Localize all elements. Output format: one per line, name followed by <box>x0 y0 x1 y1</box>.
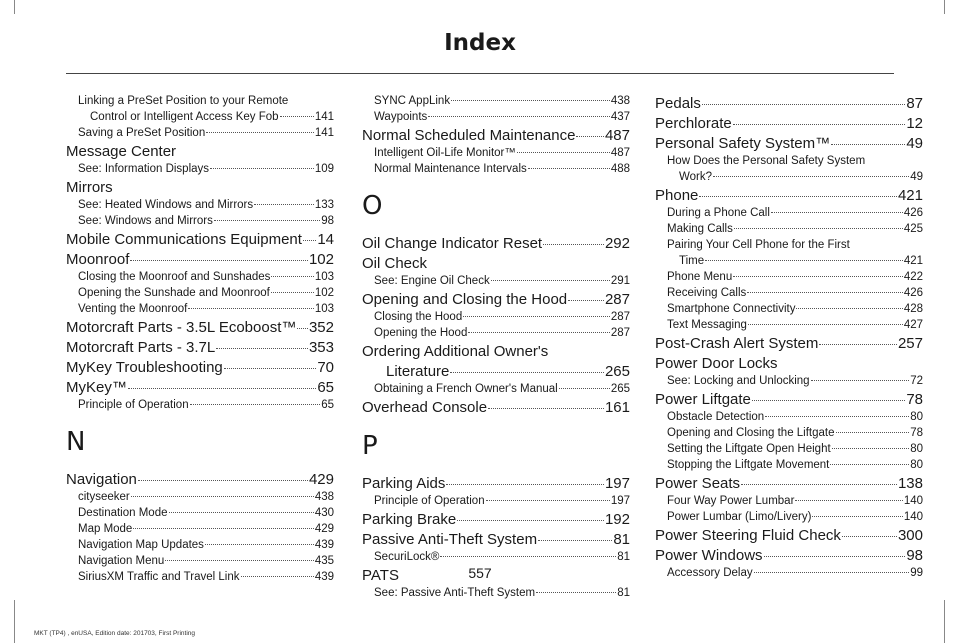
entry-page-number: 425 <box>903 223 923 235</box>
dot-leader <box>536 592 616 593</box>
dot-leader <box>741 484 897 485</box>
index-subentry[interactable] <box>655 301 923 317</box>
entry-page-number: 103 <box>314 303 334 315</box>
entry-label: Obtaining a French Owner's Manual <box>374 383 558 395</box>
dot-leader <box>214 220 320 221</box>
entry-page-number: 102 <box>308 251 334 268</box>
entry-page-number: 12 <box>906 115 923 132</box>
index-heading: PATS <box>362 567 399 584</box>
index-entry[interactable] <box>66 471 334 489</box>
index-entry[interactable] <box>655 547 923 565</box>
index-subentry[interactable] <box>362 273 630 289</box>
entry-page-number: 98 <box>321 215 334 227</box>
entry-page-number: 72 <box>910 375 923 387</box>
entry-label: Power Steering Fluid Check <box>655 527 841 544</box>
index-subentry[interactable] <box>655 253 923 269</box>
entry-label: Passive Anti-Theft System <box>362 531 538 548</box>
entry-page-number: 78 <box>906 391 923 408</box>
entry-label: Work? <box>679 171 713 183</box>
entry-label: Normal Scheduled Maintenance <box>362 127 576 144</box>
index-entry[interactable] <box>655 335 923 353</box>
dot-leader <box>254 204 314 205</box>
dot-leader <box>128 388 316 389</box>
index-subentry[interactable] <box>66 537 334 553</box>
dot-leader <box>188 308 313 309</box>
index-subentry[interactable] <box>66 161 334 177</box>
entry-page-number: 430 <box>314 507 334 519</box>
entry-page-number: 426 <box>903 207 923 219</box>
entry-label: Overhead Console <box>362 399 488 416</box>
entry-label: Phone <box>655 187 699 204</box>
dot-leader <box>752 400 905 401</box>
dot-leader <box>842 536 897 537</box>
entry-page-number: 488 <box>610 163 630 175</box>
dot-leader <box>468 332 609 333</box>
entry-label: Moonroof <box>66 251 130 268</box>
entry-page-number: 80 <box>910 443 923 455</box>
entry-label: Setting the Liftgate Open Height <box>667 443 831 455</box>
entry-page-number: 428 <box>903 303 923 315</box>
dot-leader <box>811 380 910 381</box>
index-subentry[interactable] <box>66 505 334 521</box>
dot-leader <box>831 144 905 145</box>
entry-label: Venting the Moonroof <box>78 303 188 315</box>
dot-leader <box>138 480 308 481</box>
index-entry[interactable] <box>655 187 923 205</box>
dot-leader <box>303 240 316 241</box>
entry-label: Power Lumbar (Limo/Livery) <box>667 511 812 523</box>
index-subentry[interactable] <box>655 373 923 389</box>
index-subentry[interactable] <box>655 169 923 185</box>
dot-leader <box>538 540 612 541</box>
index-entry[interactable] <box>362 363 630 381</box>
dot-leader <box>748 324 903 325</box>
entry-page-number: 78 <box>910 427 923 439</box>
dot-leader <box>705 260 903 261</box>
dot-leader <box>528 168 610 169</box>
entry-label: Stopping the Liftgate Movement <box>667 459 830 471</box>
entry-label: Power Windows <box>655 547 763 564</box>
entry-label: Accessory Delay <box>667 567 753 579</box>
entry-label: See: Engine Oil Check <box>374 275 490 287</box>
entry-label: MyKey™ <box>66 379 127 396</box>
entry-label: Navigation Map Updates <box>78 539 204 551</box>
dot-leader <box>130 260 308 261</box>
entry-label: cityseeker <box>78 491 130 503</box>
entry-label: Principle of Operation <box>374 495 485 507</box>
entry-page-number: 426 <box>903 287 923 299</box>
index-subentry[interactable] <box>362 309 630 325</box>
entry-label: SYNC AppLink <box>374 95 451 107</box>
dot-leader <box>440 556 616 557</box>
index-column-3 <box>655 93 923 581</box>
entry-page-number: 421 <box>903 255 923 267</box>
entry-label: See: Windows and Mirrors <box>78 215 213 227</box>
entry-page-number: 140 <box>903 495 923 507</box>
index-entry[interactable] <box>362 127 630 145</box>
entry-label: Perchlorate <box>655 115 732 132</box>
dot-leader <box>517 152 610 153</box>
entry-page-number: 65 <box>317 379 334 396</box>
entry-page-number: 265 <box>610 383 630 395</box>
entry-label: Oil Change Indicator Reset <box>362 235 543 252</box>
entry-page-number: 81 <box>613 531 630 548</box>
dot-leader <box>734 228 903 229</box>
dot-leader <box>836 432 910 433</box>
index-subentry[interactable] <box>362 493 630 509</box>
dot-leader <box>457 520 604 521</box>
entry-page-number: 291 <box>610 275 630 287</box>
entry-label: Opening and Closing the Liftgate <box>667 427 835 439</box>
index-subentry[interactable] <box>66 197 334 213</box>
entry-page-number: 103 <box>314 271 334 283</box>
entry-page-number: 70 <box>317 359 334 376</box>
entry-label: Four Way Power Lumbar <box>667 495 795 507</box>
dot-leader <box>543 244 604 245</box>
dot-leader <box>165 560 314 561</box>
dot-leader <box>486 500 610 501</box>
dot-leader <box>795 500 902 501</box>
index-subentry[interactable] <box>362 381 630 397</box>
entry-page-number: 438 <box>314 491 334 503</box>
entry-label: Intelligent Oil-Life Monitor™ <box>374 147 516 159</box>
index-subentry[interactable] <box>362 93 630 109</box>
entry-label: Opening the Hood <box>374 327 468 339</box>
index-subentry[interactable] <box>655 269 923 285</box>
entry-label: Time <box>679 255 705 267</box>
index-subentry[interactable] <box>362 145 630 161</box>
entry-page-number: 80 <box>910 411 923 423</box>
entry-label: Mobile Communications Equipment <box>66 231 302 248</box>
index-subentry[interactable] <box>362 109 630 125</box>
section-letter: O <box>362 191 383 221</box>
index-subentry[interactable] <box>655 221 923 237</box>
dot-leader <box>812 516 902 517</box>
entry-page-number: 292 <box>604 235 630 252</box>
entry-label: Motorcraft Parts - 3.7L <box>66 339 216 356</box>
index-entry[interactable] <box>362 531 630 549</box>
index-heading: Ordering Additional Owner's <box>362 343 549 360</box>
dot-leader <box>491 280 610 281</box>
entry-page-number: 98 <box>906 547 923 564</box>
entry-page-number: 287 <box>610 327 630 339</box>
index-column-1 <box>66 93 334 585</box>
entry-page-number: 109 <box>314 163 334 175</box>
index-subentry[interactable] <box>655 441 923 457</box>
index-entry[interactable] <box>66 251 334 269</box>
dot-leader <box>451 100 610 101</box>
entry-page-number: 439 <box>314 571 334 583</box>
index-subentry[interactable] <box>66 397 334 413</box>
index-heading: Mirrors <box>66 179 113 196</box>
index-heading: Power Door Locks <box>655 355 778 372</box>
entry-label: See: Information Displays <box>78 163 210 175</box>
index-entry[interactable] <box>66 339 334 357</box>
entry-page-number: 192 <box>604 511 630 528</box>
dot-leader <box>210 168 314 169</box>
index-subentry[interactable] <box>66 489 334 505</box>
entry-page-number: 487 <box>604 127 630 144</box>
entry-label: Waypoints <box>374 111 428 123</box>
entry-page-number: 80 <box>910 459 923 471</box>
entry-page-number: 138 <box>897 475 923 492</box>
index-subentry[interactable] <box>362 585 630 601</box>
entry-label: During a Phone Call <box>667 207 770 219</box>
entry-page-number: 257 <box>897 335 923 352</box>
dot-leader <box>699 196 897 197</box>
dot-leader <box>190 404 321 405</box>
entry-label: MyKey Troubleshooting <box>66 359 223 376</box>
index-subentry-line: Linking a PreSet Position to your Remote <box>78 95 289 107</box>
index-subentry[interactable] <box>655 509 923 525</box>
entry-page-number: 102 <box>314 287 334 299</box>
dot-leader <box>832 448 910 449</box>
dot-leader <box>568 300 604 301</box>
entry-label: SecuriLock® <box>374 551 440 563</box>
index-entry[interactable] <box>655 391 923 409</box>
entry-page-number: 65 <box>321 399 334 411</box>
entry-label: Obstacle Detection <box>667 411 765 423</box>
dot-leader <box>733 124 906 125</box>
entry-page-number: 429 <box>314 523 334 535</box>
dot-leader <box>224 368 317 369</box>
dot-leader <box>713 176 909 177</box>
index-entry[interactable] <box>655 527 923 545</box>
entry-page-number: 197 <box>604 475 630 492</box>
entry-page-number: 353 <box>308 339 334 356</box>
index-heading: Message Center <box>66 143 177 160</box>
index-subentry[interactable] <box>362 161 630 177</box>
dot-leader <box>216 348 308 349</box>
index-subentry[interactable] <box>66 109 334 125</box>
dot-leader <box>733 276 903 277</box>
entry-page-number: 287 <box>604 291 630 308</box>
index-column-2 <box>362 93 630 601</box>
crop-mark-top-right <box>944 0 945 14</box>
index-entry[interactable] <box>362 511 630 529</box>
dot-leader <box>169 512 314 513</box>
dot-leader <box>280 116 314 117</box>
entry-label: Power Liftgate <box>655 391 751 408</box>
dot-leader <box>133 528 313 529</box>
entry-label: Power Seats <box>655 475 741 492</box>
index-subentry[interactable] <box>66 301 334 317</box>
crop-mark-top-left <box>14 0 15 14</box>
entry-page-number: 429 <box>308 471 334 488</box>
entry-page-number: 352 <box>308 319 334 336</box>
page-number: 557 <box>468 565 492 581</box>
entry-page-number: 49 <box>906 135 923 152</box>
entry-page-number: 422 <box>903 271 923 283</box>
index-subentry[interactable] <box>655 285 923 301</box>
dot-leader <box>428 116 610 117</box>
index-subentry[interactable] <box>66 285 334 301</box>
index-entry[interactable] <box>655 115 923 133</box>
entry-label: See: Heated Windows and Mirrors <box>78 199 254 211</box>
entry-label: Post-Crash Alert System <box>655 335 819 352</box>
index-subentry[interactable] <box>66 521 334 537</box>
edition-footer: MKT (TP4) , enUSA, Edition date: 201703, First Printing <box>34 630 196 637</box>
dot-leader <box>206 132 314 133</box>
entry-label: Parking Brake <box>362 511 457 528</box>
entry-page-number: 265 <box>604 363 630 380</box>
entry-label: Receiving Calls <box>667 287 747 299</box>
index-subentry[interactable] <box>362 325 630 341</box>
index-heading: Oil Check <box>362 255 428 272</box>
index-subentry[interactable] <box>655 425 923 441</box>
index-entry[interactable] <box>362 399 630 417</box>
dot-leader <box>446 484 604 485</box>
entry-label: Text Messaging <box>667 319 747 331</box>
entry-page-number: 435 <box>314 555 334 567</box>
entry-page-number: 49 <box>910 171 923 183</box>
entry-page-number: 161 <box>604 399 630 416</box>
entry-label: See: Locking and Unlocking <box>667 375 810 387</box>
index-entry[interactable] <box>362 235 630 253</box>
entry-page-number: 133 <box>314 199 334 211</box>
dot-leader <box>463 316 610 317</box>
dot-leader <box>747 292 903 293</box>
index-entry[interactable] <box>66 319 334 337</box>
entry-page-number: 421 <box>897 187 923 204</box>
entry-page-number: 140 <box>903 511 923 523</box>
dot-leader <box>131 496 314 497</box>
entry-label: SiriusXM Traffic and Travel Link <box>78 571 240 583</box>
entry-label: Saving a PreSet Position <box>78 127 206 139</box>
entry-label: Closing the Hood <box>374 311 463 323</box>
page-title: Index <box>444 30 516 56</box>
entry-label: Closing the Moonroof and Sunshades <box>78 271 271 283</box>
index-entry[interactable] <box>655 475 923 493</box>
entry-label: Phone Menu <box>667 271 733 283</box>
crop-mark-bottom-right <box>944 600 945 643</box>
entry-page-number: 427 <box>903 319 923 331</box>
entry-page-number: 197 <box>610 495 630 507</box>
entry-label: Smartphone Connectivity <box>667 303 796 315</box>
dot-leader <box>830 464 909 465</box>
entry-label: Normal Maintenance Intervals <box>374 163 527 175</box>
entry-label: Literature <box>386 363 450 380</box>
dot-leader <box>271 292 314 293</box>
section-letter: P <box>362 431 378 461</box>
index-subentry[interactable] <box>66 213 334 229</box>
entry-page-number: 81 <box>617 551 630 563</box>
crop-mark-bottom-left <box>14 600 15 643</box>
dot-leader <box>819 344 897 345</box>
dot-leader <box>205 544 314 545</box>
dot-leader <box>297 328 308 329</box>
entry-page-number: 438 <box>610 95 630 107</box>
entry-label: Making Calls <box>667 223 733 235</box>
index-subentry-line: Pairing Your Cell Phone for the First <box>667 239 850 251</box>
entry-page-number: 14 <box>317 231 334 248</box>
index-subentry[interactable] <box>655 409 923 425</box>
index-subentry[interactable] <box>655 493 923 509</box>
index-entry[interactable] <box>66 379 334 397</box>
entry-label: Map Mode <box>78 523 133 535</box>
dot-leader <box>771 212 903 213</box>
entry-label: Navigation Menu <box>78 555 165 567</box>
entry-page-number: 81 <box>617 587 630 599</box>
entry-page-number: 300 <box>897 527 923 544</box>
entry-page-number: 99 <box>910 567 923 579</box>
index-entry[interactable] <box>66 231 334 249</box>
entry-page-number: 439 <box>314 539 334 551</box>
entry-label: See: Passive Anti-Theft System <box>374 587 536 599</box>
entry-label: Principle of Operation <box>78 399 189 411</box>
index-entry[interactable] <box>362 291 630 309</box>
dot-leader <box>702 104 905 105</box>
entry-page-number: 141 <box>314 111 334 123</box>
index-entry[interactable] <box>362 475 630 493</box>
dot-leader <box>450 372 604 373</box>
dot-leader <box>576 136 604 137</box>
index-subentry[interactable] <box>66 269 334 285</box>
dot-leader <box>488 408 604 409</box>
index-entry[interactable] <box>655 95 923 113</box>
index-subentry-line: How Does the Personal Safety System <box>667 155 866 167</box>
index-subentry[interactable] <box>66 125 334 141</box>
section-letter: N <box>66 427 86 457</box>
entry-page-number: 287 <box>610 311 630 323</box>
entry-label: Opening the Sunshade and Moonroof <box>78 287 270 299</box>
index-entry[interactable] <box>66 359 334 377</box>
entry-label: Motorcraft Parts - 3.5L Ecoboost™ <box>66 319 297 336</box>
index-subentry[interactable] <box>362 549 630 565</box>
entry-label: Parking Aids <box>362 475 446 492</box>
entry-label: Personal Safety System™ <box>655 135 831 152</box>
entry-label: Destination Mode <box>78 507 168 519</box>
entry-label: Navigation <box>66 471 137 488</box>
dot-leader <box>559 388 610 389</box>
dot-leader <box>765 416 909 417</box>
title-divider <box>66 73 894 74</box>
index-subentry[interactable] <box>655 317 923 333</box>
index-subentry[interactable] <box>655 205 923 221</box>
entry-label: Opening and Closing the Hood <box>362 291 568 308</box>
entry-page-number: 487 <box>610 147 630 159</box>
entry-page-number: 141 <box>314 127 334 139</box>
entry-page-number: 437 <box>610 111 630 123</box>
entry-label: Pedals <box>655 95 701 112</box>
index-subentry[interactable] <box>655 457 923 473</box>
entry-page-number: 87 <box>906 95 923 112</box>
dot-leader <box>271 276 313 277</box>
index-entry[interactable] <box>655 135 923 153</box>
dot-leader <box>764 556 906 557</box>
entry-label: Control or Intelligent Access Key Fob <box>90 111 279 123</box>
dot-leader <box>796 308 902 309</box>
